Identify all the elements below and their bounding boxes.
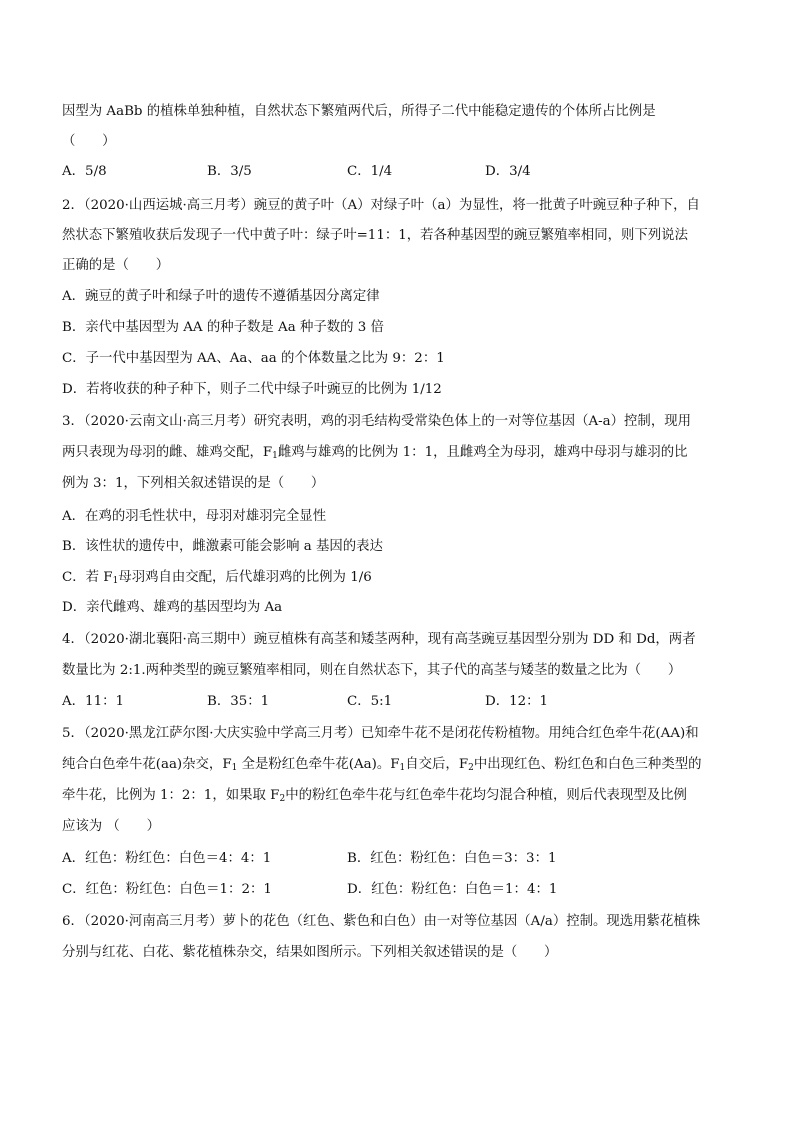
q1-stem-line-2: （ ） [62, 134, 116, 149]
q2-stem-line-3: 正确的是（ ） [62, 258, 170, 273]
q4-stem-line-2: 数量比为 2:1.两种类型的豌豆繁殖率相同，则在自然状态下，其子代的高茎与矮茎的数量之比为（ ） [62, 663, 682, 678]
q5-option-b: B．红色：粉红色：白色＝3：3：1 [347, 851, 557, 866]
q5-stem-line-1: 5．（2020·黑龙江萨尔图·大庆实验中学高三月考）已知牵牛花不是闭花传粉植物。用纯合红色牵牛花(AA)和 [62, 726, 699, 741]
q3-option-d: D．亲代雌鸡、雄鸡的基因型均为 Aa [62, 600, 283, 615]
q2-stem-line-1: 2．（2020·山西运城·高三月考）豌豆的黄子叶（A）对绿子叶（a）为显性，将一批黄子叶豌豆种子种下，自 [62, 198, 700, 213]
q4-stem-line-1: 4．（2020·湖北襄阳·高三期中）豌豆植株有高茎和矮茎两种，现有高茎豌豆基因型分别为 DD 和 Dd，两者 [62, 632, 696, 647]
q4-option-c: C．5:1 [347, 694, 393, 709]
q6-stem-line-2: 分别与红花、白花、紫花植株杂交，结果如图所示。下列相关叙述错误的是（ ） [62, 945, 558, 960]
q5-option-d: D．红色：粉红色：白色＝1：4：1 [347, 882, 558, 897]
q5-stem-line-4: 应该为 （ ） [62, 819, 160, 834]
q2-option-d: D．若将收获的种子种下，则子二代中绿子叶豌豆的比例为 1/12 [62, 382, 442, 397]
q2-option-c: C．子一代中基因型为 AA、Aa、aa 的个体数量之比为 9：2：1 [62, 351, 445, 366]
q5-option-c: C．红色：粉红色：白色＝1：2：1 [62, 882, 272, 897]
q3-stem-line-1: 3．（2020·云南文山·高三月考）研究表明，鸡的羽毛结构受常染色体上的一对等位基因（A-a）控制，现用 [62, 414, 691, 429]
q3-stem-line-2: 两只表现为母羽的雌、雄鸡交配，$F_1$雌鸡与雄鸡的比例为 1：1，且雌鸡全为母羽，雄鸡中母羽与雄羽的比 [62, 445, 688, 461]
q2-stem-line-2: 然状态下繁殖收获后发现子一代中黄子叶：绿子叶=11：1，若各种基因型的豌豆繁殖率相同，则下列说法 [62, 228, 688, 243]
q1-option-c: C．1/4 [347, 164, 393, 179]
q3-option-c: C．若 $F_1$母羽鸡自由交配，后代雄羽鸡的比例为 1/6 [62, 570, 372, 586]
q2-option-b: B．亲代中基因型为 AA 的种子数是 Aa 种子数的 3 倍 [62, 320, 384, 335]
q1-option-d: D．3/4 [485, 164, 531, 179]
q5-stem-line-2: 纯合白色牵牛花(aa)杂交，$F_1$ 全是粉红色牵牛花(Aa)。$F_1$自交后，$F_2$中出现红色、粉红色和白色三种类型的 [62, 757, 702, 773]
q1-option-a: A．5/8 [62, 164, 107, 179]
q6-stem-line-1: 6．（2020·河南高三月考）萝卜的花色（红色、紫色和白色）由一对等位基因（A/a）控制。现选用紫花植株 [62, 914, 701, 929]
q5-option-a: A．红色：粉红色：白色＝4：4：1 [62, 851, 272, 866]
q1-option-b: B．3/5 [207, 164, 252, 179]
q5-stem-line-3: 牵牛花，比例为 1：2：1，如果取 $F_2$中的粉红色牵牛花与红色牵牛花均匀混合种植，则后代表现型及比例 [62, 788, 687, 804]
q1-stem-line-1: 因型为 AaBb 的植株单独种植，自然状态下繁殖两代后，所得子二代中能稳定遗传的个体所占比例是 [62, 104, 656, 119]
q4-option-b: B．35：1 [207, 694, 270, 709]
q4-option-d: D．12：1 [485, 694, 549, 709]
q4-option-a: A．11：1 [62, 694, 125, 709]
q2-option-a: A．豌豆的黄子叶和绿子叶的遗传不遵循基因分离定律 [62, 289, 380, 304]
q3-stem-line-3: 例为 3：1，下列相关叙述错误的是（ ） [62, 476, 325, 491]
q3-option-a: A．在鸡的羽毛性状中，母羽对雄羽完全显性 [62, 509, 327, 524]
q3-option-b: B．该性状的遗传中，雌激素可能会影响 a 基因的表达 [62, 539, 383, 554]
